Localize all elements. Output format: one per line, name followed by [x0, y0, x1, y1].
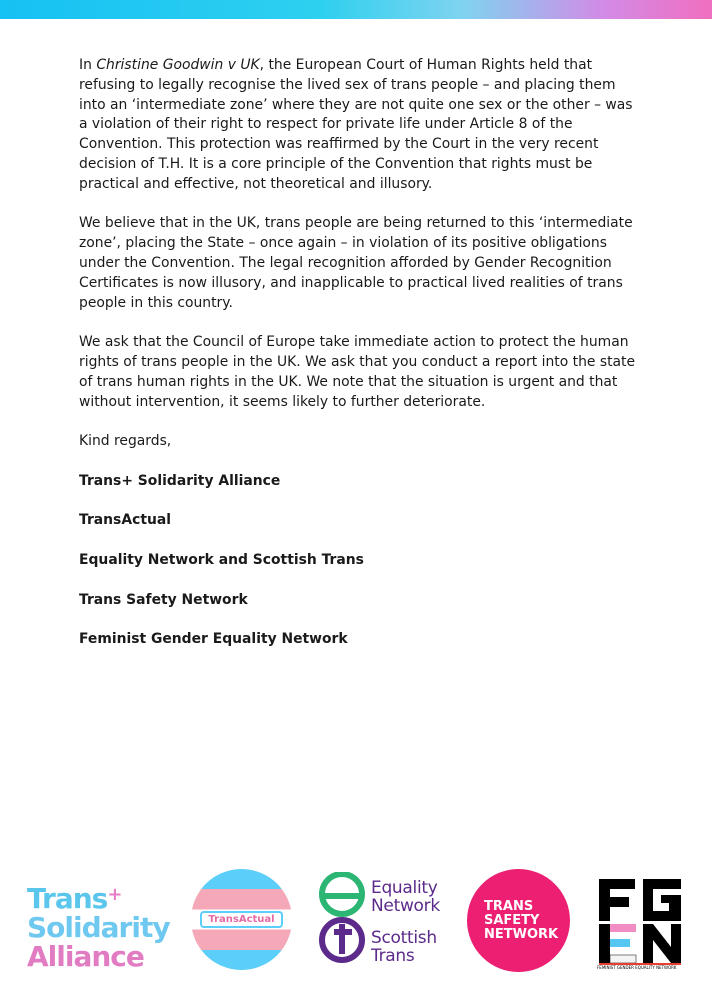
p1-prefix: In [79, 57, 97, 73]
scottish-word: Scottish [371, 928, 437, 948]
signatory: Equality Network and Scottish Trans [79, 551, 364, 568]
header-gradient-bar [0, 0, 712, 19]
transactual-label: TransActual [200, 911, 283, 928]
equality-word: Equality [371, 878, 438, 898]
tsn-text [484, 900, 564, 942]
tsn-line3: NETWORK [484, 927, 559, 942]
trans-safety-network-logo [467, 869, 570, 972]
equality-network-scottish-trans-logo [318, 872, 458, 972]
network-word: Network [371, 896, 440, 916]
equality-scottish-icon [318, 872, 370, 964]
paragraph-2: We believe that in the UK, trans people are being returned to this ‘intermediate zone’, placing the State – once again – in violation of its positive obligations under the Convention. The legal recognition afforded by Gender Recognition Certificates is now illusory, and inapplicable to practical lived realities of trans people in this country. [79, 215, 633, 311]
signatory-list [79, 472, 639, 650]
tsa-line2: Solidarity [27, 911, 170, 944]
trans-solidarity-alliance-logo [27, 880, 177, 971]
tsn-line1: TRANS [484, 899, 534, 914]
transactual-logo [191, 869, 292, 970]
paragraph-3: We ask that the Council of Europe take immediate action to protect the human rights of trans people in the UK. We ask that you conduct a report into the state of trans human rights in the UK. We note that the situation is urgent and that without intervention, it seems likely to further deteriorate. [79, 334, 636, 410]
fgen-mark [597, 877, 685, 965]
letter-body [79, 56, 639, 670]
trans-word: Trans [371, 946, 415, 966]
paragraph-1 [79, 56, 639, 195]
logo-strip [0, 860, 712, 980]
case-name: Christine Goodwin v UK [96, 57, 260, 73]
tsa-plus: + [107, 884, 122, 905]
tsa-line1: Trans [27, 882, 108, 915]
signatory: TransActual [79, 512, 171, 529]
tsa-line3: Alliance [27, 940, 144, 973]
signatory: Trans Safety Network [79, 591, 248, 608]
closing: Kind regards, [79, 433, 172, 450]
signatory: Feminist Gender Equality Network [79, 631, 348, 648]
fgen-caption: FEMINIST GENDER EQUALITY NETWORK [597, 965, 677, 970]
tsn-line2: SAFETY [484, 913, 540, 928]
p1-rest: , the European Court of Human Rights held that refusing to legally recognise the lived sex of trans people – and placing them into an ‘intermediate zone’ where they are not quite one sex or the other – was a violation of their right to respect for private life under Article 8 of the Convention. This protection was reaffirmed by the Court in the very recent decision of T.H. It is a core principle of the Convention that rights must be practical and effective, not theoretical and illusory. [79, 57, 633, 192]
signatory: Trans+ Solidarity Alliance [79, 472, 281, 489]
fgen-logo [597, 877, 685, 974]
